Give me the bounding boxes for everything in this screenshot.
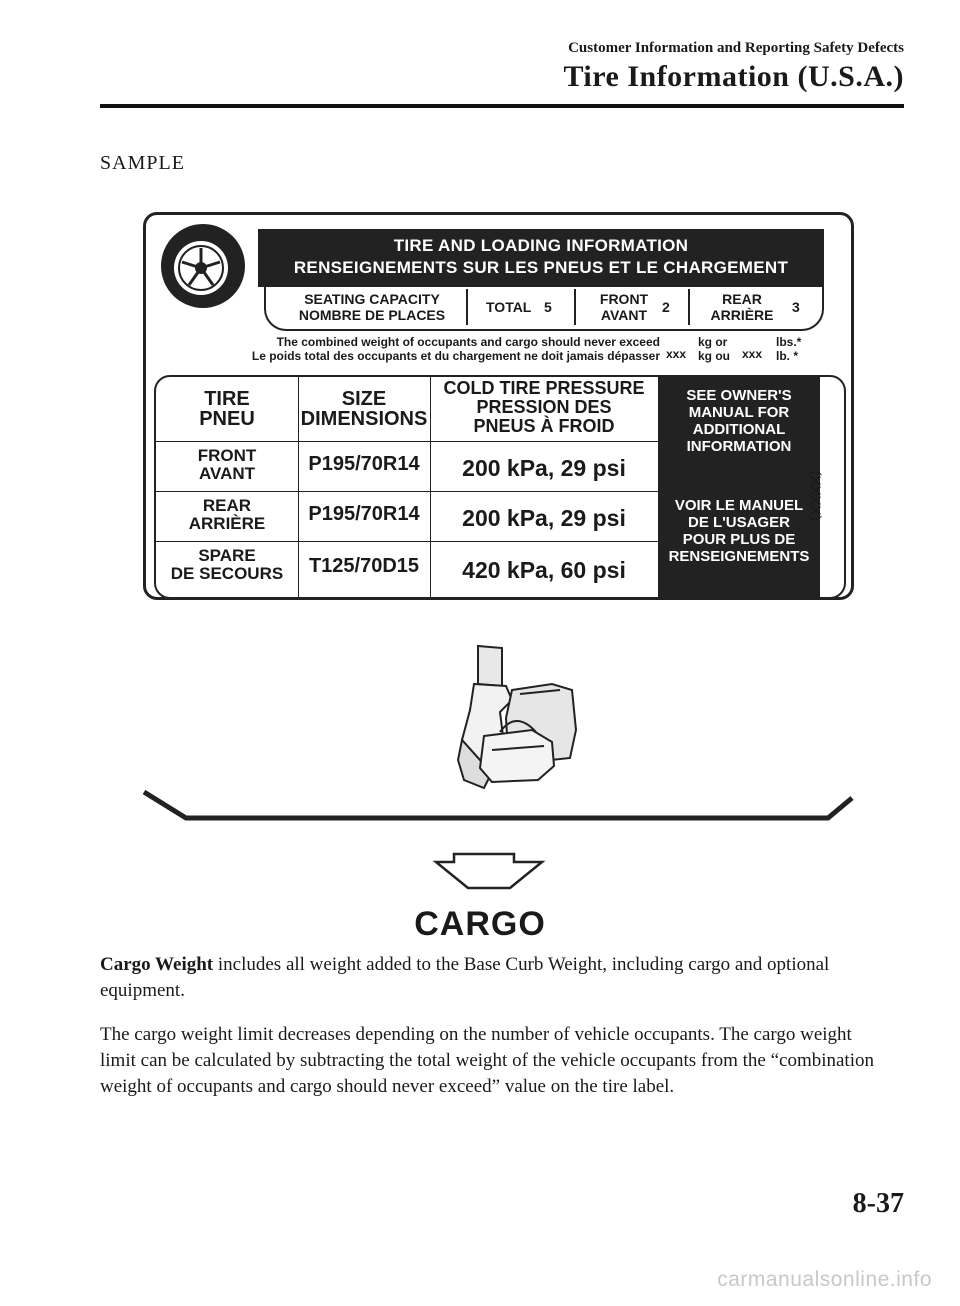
col-header-size — [298, 389, 430, 429]
combined-weight-fr: Le poids total des occupants et du chargement ne doit jamais dépasser — [251, 349, 660, 363]
row-position — [156, 547, 298, 583]
position-en: SPARE — [198, 546, 256, 565]
sample-caption: SAMPLE — [100, 152, 185, 174]
banner-title-en: TIRE AND LOADING INFORMATION — [393, 236, 689, 255]
total-value: 5 — [544, 299, 552, 315]
position-fr: DE SECOURS — [170, 564, 284, 583]
front-seats-label — [588, 291, 660, 323]
divider — [574, 289, 576, 325]
row-pressure: 200 kPa, 29 psi — [462, 505, 626, 531]
row-size: P195/70R14 — [308, 453, 420, 475]
table-divider — [156, 541, 658, 542]
col-tire-en: TIRE — [204, 388, 250, 410]
see-owners-en: SEE OWNER'S MANUAL FOR ADDITIONAL INFORMATION — [686, 387, 792, 455]
row-position — [156, 497, 298, 533]
banner-title-fr: RENSEIGNEMENTS SUR LES PNEUS ET LE CHARGEMENT — [293, 258, 789, 277]
front-en: FRONT — [599, 291, 649, 307]
rear-fr: ARRIÈRE — [710, 307, 774, 323]
rear-seats-label — [702, 291, 782, 323]
cargo-limit-paragraph: The cargo weight limit decreases depending on the number of vehicle occupants. The cargo weight limit can be calculated by subtracting the total weight of the vehicle occupants from the “combination weight of occupants and cargo should never exceed” value on the tire label. — [100, 1024, 874, 1097]
col-pressure-fr2: PNEUS À FROID — [473, 416, 615, 436]
label-banner — [258, 229, 824, 287]
owners-manual-panel — [658, 377, 820, 599]
weight-kg-placeholder: xxx — [666, 347, 687, 361]
seating-capacity-fr: NOMBRE DE PLACES — [298, 307, 446, 323]
trunk-floor-outline — [144, 792, 852, 818]
row-pressure: 200 kPa, 29 psi — [462, 455, 626, 481]
kg-ou: kg ou — [698, 349, 730, 363]
rear-en: REAR — [722, 291, 762, 307]
front-seats-value: 2 — [662, 299, 670, 315]
position-en: FRONT — [197, 446, 257, 465]
divider — [688, 289, 690, 325]
row-size: P195/70R14 — [308, 503, 420, 525]
cargo-weight-paragraph — [100, 952, 880, 1004]
row-size: T125/70D15 — [308, 555, 420, 577]
position-fr: ARRIÈRE — [188, 514, 266, 533]
lbs-unit — [776, 335, 801, 363]
position-en: REAR — [202, 496, 252, 515]
rear-seats-value: 3 — [792, 299, 800, 315]
divider — [466, 289, 468, 325]
cargo-heading: CARGO — [414, 905, 546, 943]
lb: lb. * — [776, 349, 799, 363]
lbs: lbs.* — [776, 335, 802, 349]
col-header-tire — [156, 389, 298, 429]
col-size-fr: DIMENSIONS — [300, 408, 428, 430]
section-header: Customer Information and Reporting Safety Defects — [568, 40, 904, 56]
combined-weight-en: The combined weight of occupants and cargo should never exceed — [276, 335, 660, 349]
page-number: 8-37 — [852, 1188, 904, 1219]
page-title: Tire Information (U.S.A.) — [563, 60, 904, 93]
tire-pressure-table — [154, 375, 846, 599]
row-position — [156, 447, 298, 483]
row-pressure: 420 kPa, 60 psi — [462, 557, 626, 583]
watermark: carmanualsonline.info — [717, 1268, 932, 1291]
tire-icon — [158, 221, 248, 311]
kg-or: kg or — [698, 335, 728, 349]
header-rule — [100, 104, 904, 108]
seating-capacity-row — [264, 287, 824, 331]
col-pressure-en: COLD TIRE PRESSURE — [443, 378, 645, 398]
table-divider — [156, 491, 658, 492]
cargo-weight-definition: includes all weight added to the Base Curb Weight, including cargo and optional equipment. — [100, 954, 830, 1001]
col-header-pressure — [430, 379, 658, 436]
col-tire-fr: PNEU — [199, 408, 255, 430]
cargo-weight-term: Cargo Weight — [100, 954, 214, 975]
front-fr: AVANT — [600, 307, 648, 323]
table-divider — [156, 441, 658, 442]
combined-weight-text — [160, 335, 660, 363]
voir-manuel-fr: VOIR LE MANUEL DE L'USAGER POUR PLUS DE RENSEIGNEMENTS — [668, 497, 810, 565]
seating-capacity-label — [288, 291, 456, 323]
seating-capacity-en: SEATING CAPACITY — [304, 291, 440, 307]
down-arrow-icon — [436, 854, 542, 888]
total-label: TOTAL — [486, 299, 532, 315]
col-pressure-fr1: PRESSION DES — [476, 397, 612, 417]
tire-information-label — [143, 212, 854, 600]
label-code: (XXXX) — [806, 470, 824, 521]
position-fr: AVANT — [198, 464, 256, 483]
kg-unit — [698, 335, 730, 363]
col-size-en: SIZE — [341, 388, 387, 410]
weight-lbs-placeholder: xxx — [742, 347, 763, 361]
